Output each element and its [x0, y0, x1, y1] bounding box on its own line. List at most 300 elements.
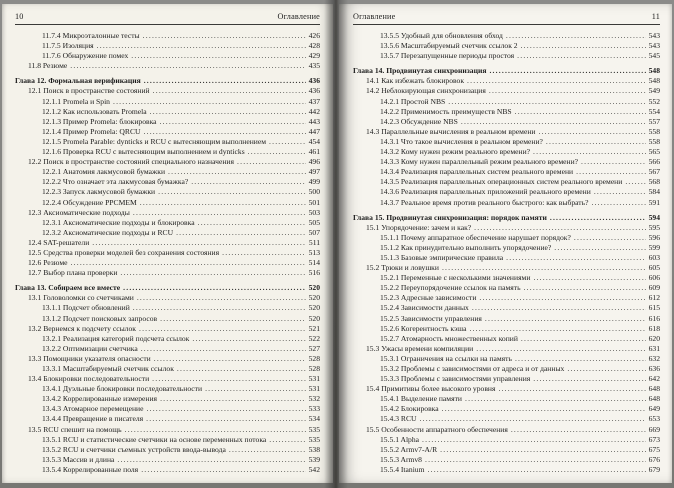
toc-entry-page: 676 — [648, 454, 660, 464]
dot-leader — [120, 268, 305, 278]
toc-entry-label: 15.3.3 Проблемы с зависимостями управления — [380, 374, 531, 384]
toc-entry-label: 13.4.2 Коррелированные измерения — [42, 394, 158, 404]
toc-entry-row — [353, 167, 660, 177]
toc-entry-page: 565 — [648, 147, 660, 157]
toc-entry-row — [15, 86, 320, 96]
dot-leader — [168, 167, 306, 177]
toc-entry-label: 15.3.1 Ограничения на ссылки на память — [380, 353, 512, 363]
toc-entry-row — [353, 334, 660, 344]
toc-chapter-row — [353, 66, 660, 76]
toc-chapter-row — [15, 76, 320, 86]
toc-entry-label: 14.2.3 Обсуждение NBS — [380, 116, 458, 126]
toc-entry-row — [353, 303, 660, 313]
dot-leader — [131, 51, 305, 61]
toc-entry-page: 503 — [308, 207, 320, 217]
toc-entry-page: 436 — [308, 76, 320, 86]
toc-entry-label: 15.5.4 Itanium — [380, 464, 425, 474]
toc-entry-row — [15, 425, 320, 435]
toc-entry-row — [15, 258, 320, 268]
toc-entry-page: 521 — [308, 323, 320, 333]
toc-entry-label: Глава 13. Собираем все вместе — [15, 283, 121, 293]
toc-entry-label: 13.4.4 Превращение в писателя — [42, 414, 144, 424]
toc-entry-row — [15, 314, 320, 324]
toc-entry-page: 532 — [308, 394, 320, 404]
toc-entry-label: 14.3.7 Реальное время против реального быстрого: как выбрать? — [380, 197, 589, 207]
toc-entry-row — [353, 107, 660, 117]
toc-entry-label: 15.4 Примитивы более высокого уровня — [366, 384, 496, 394]
toc-entry-page: 513 — [308, 247, 320, 257]
toc-entry-row — [15, 238, 320, 248]
toc-entry-label: 13.3.1 Масштабируемый счетчик ссылок — [42, 364, 174, 373]
toc-entry-label: 12.1 Поиск в пространстве состояний — [28, 86, 150, 96]
toc-entry-label: 15.3.2 Проблемы с зависимостями от адреса и от данных — [380, 364, 565, 373]
toc-entry-page: 428 — [308, 41, 320, 51]
dot-leader — [574, 233, 646, 243]
toc-entry-row — [353, 147, 660, 157]
toc-entry-label: 12.2.2 Что означает эта лакмусовая бумажка? — [42, 177, 189, 187]
toc-entry-page: 549 — [648, 86, 660, 96]
toc-entry-page: 533 — [308, 404, 320, 414]
toc-entry-page: 538 — [308, 444, 320, 454]
toc-entry-label: 14.3.2 Кому нужен режим реального времени? — [380, 147, 531, 157]
toc-entry-row — [353, 283, 660, 293]
toc-entry-page: 443 — [308, 116, 320, 126]
toc-entry-label: Глава 15. Продвинутая синхронизация: порядок памяти — [353, 212, 547, 222]
dot-leader — [448, 97, 645, 107]
toc-entry-label: 12.7 Выбор плана проверки — [28, 268, 118, 278]
page-header-left — [15, 12, 320, 25]
page-header-right — [353, 12, 660, 25]
toc-entry-row — [353, 253, 660, 263]
toc-entry-row — [15, 177, 320, 187]
dot-leader — [521, 41, 646, 51]
toc-entry-page: 609 — [648, 283, 660, 293]
toc-entry-row — [353, 435, 660, 445]
toc-entry-label: 13.5.4 Коррелированные поля — [42, 464, 139, 474]
toc-list-left — [15, 31, 320, 475]
dot-leader — [229, 445, 306, 455]
toc-entry-page: 552 — [648, 96, 660, 106]
toc-entry-row — [15, 268, 320, 278]
toc-entry-page: 516 — [308, 268, 320, 278]
toc-entry-page: 669 — [648, 424, 660, 434]
toc-entry-page: 507 — [308, 227, 320, 237]
dot-leader — [97, 41, 306, 51]
toc-entry-page: 531 — [308, 384, 320, 394]
toc-entry-label: 12.2.3 Запуск лакмусовой бумажки — [42, 187, 156, 197]
toc-entry-row — [353, 117, 660, 127]
dot-leader — [467, 76, 646, 86]
toc-entry-label: 12.4 SAT-решатели — [28, 237, 90, 247]
dot-leader — [425, 455, 646, 465]
toc-entry-page: 584 — [648, 187, 660, 197]
toc-entry-label: 11.7.4 Микроэталонные тесты — [42, 31, 140, 40]
toc-entry-label: 15.4.1 Выделение памяти — [380, 394, 462, 404]
toc-entry-page: 648 — [648, 384, 660, 394]
toc-entry-row — [15, 354, 320, 364]
toc-entry-row — [15, 404, 320, 414]
dot-leader — [146, 414, 305, 424]
toc-entry-page: 594 — [648, 212, 660, 222]
dot-leader — [117, 455, 305, 465]
dot-leader — [150, 107, 306, 117]
toc-entry-label: 15.3 Ужасы времени компиляции — [366, 343, 474, 353]
toc-entry-row — [353, 465, 660, 475]
toc-entry-label: 12.1.2 Как использовать Promela — [42, 106, 147, 116]
toc-entry-page: 679 — [648, 464, 660, 474]
dot-leader — [222, 248, 305, 258]
toc-entry-page: 454 — [308, 136, 320, 146]
toc-entry-page: 511 — [308, 237, 320, 247]
toc-entry-label: Глава 14. Продвинутая синхронизация — [353, 66, 487, 76]
dot-leader — [515, 354, 646, 364]
dot-leader — [160, 394, 306, 404]
toc-entry-row — [353, 137, 660, 147]
toc-entry-row — [15, 187, 320, 197]
toc-entry-label: 12.3 Аксиоматические подходы — [28, 207, 130, 217]
dot-leader — [70, 61, 305, 71]
toc-entry-page: 426 — [308, 31, 320, 40]
toc-entry-page: 527 — [308, 343, 320, 353]
toc-entry-page: 568 — [648, 177, 660, 187]
toc-entry-row — [353, 41, 660, 51]
toc-entry-row — [353, 223, 660, 233]
toc-entry-label: 13.3 Помощники указателя опасности — [28, 353, 151, 363]
toc-entry-row — [15, 107, 320, 117]
toc-entry-row — [15, 127, 320, 137]
dot-leader — [567, 364, 645, 374]
toc-entry-label: 15.4.3 RCU — [380, 414, 417, 424]
toc-entry-page: 520 — [308, 293, 320, 303]
toc-entry-row — [15, 384, 320, 394]
toc-entry-label: 12.1.5 Promela Parable: dynticks и RCU с вытесняющим выполнением — [42, 136, 266, 146]
dot-leader — [554, 243, 645, 253]
toc-entry-label: 15.5.3 Armv8 — [380, 454, 422, 464]
toc-entry-label: 11.7.5 Изоляция — [42, 41, 94, 51]
toc-entry-page: 501 — [308, 197, 320, 207]
toc-entry-label: 15.2.2 Переупорядочение ссылок на память — [380, 283, 521, 293]
toc-entry-page: 620 — [648, 333, 660, 343]
dot-leader — [420, 414, 646, 424]
toc-entry-row — [353, 127, 660, 137]
toc-entry-row — [353, 51, 660, 61]
toc-entry-row — [15, 228, 320, 238]
toc-entry-label: 14.3.3 Кому нужен параллельный режим реального времени? — [380, 157, 579, 167]
toc-entry-row — [15, 97, 320, 107]
toc-entry-row — [353, 455, 660, 465]
toc-entry-label: 11.7.6 Обнаружение помех — [42, 51, 129, 61]
dot-leader — [533, 147, 646, 157]
dot-leader — [479, 293, 645, 303]
toc-entry-label: 15.1.3 Базовые эмпирические правила — [380, 252, 504, 262]
running-header-right: Оглавление — [353, 12, 396, 21]
dot-leader — [192, 334, 305, 344]
toc-entry-label: 12.2.1 Анатомия лакмусовой бумажки — [42, 167, 166, 177]
dot-leader — [591, 198, 645, 208]
toc-chapter-row — [353, 213, 660, 223]
dot-leader — [474, 223, 645, 233]
toc-entry-page: 520 — [308, 303, 320, 313]
toc-entry-label: 12.2.4 Обсуждение PPCMEM — [42, 197, 137, 207]
toc-entry-page: 618 — [648, 323, 660, 333]
toc-entry-row — [353, 324, 660, 334]
dot-leader — [538, 127, 645, 137]
dot-leader — [133, 303, 306, 313]
dot-leader — [237, 157, 306, 167]
dot-leader — [125, 425, 306, 435]
toc-entry-label: 13.5.6 Масштабируемый счетчик ссылок 2 — [380, 41, 518, 51]
dot-leader — [248, 147, 306, 157]
dot-leader — [489, 86, 646, 96]
toc-entry-page: 505 — [308, 217, 320, 227]
dot-leader — [469, 324, 645, 334]
toc-entry-row — [15, 218, 320, 228]
dot-leader — [141, 465, 305, 475]
toc-entry-label: 13.5.7 Перезапущенные периоды простоя — [380, 51, 515, 61]
toc-entry-row — [15, 455, 320, 465]
dot-leader — [498, 384, 645, 394]
toc-entry-label: 15.5.1 Alpha — [380, 434, 420, 444]
toc-entry-row — [15, 137, 320, 147]
toc-entry-label: 15.5.2 Armv7-A/R — [380, 444, 438, 454]
dot-leader — [489, 66, 645, 76]
dot-leader — [123, 283, 305, 293]
dot-leader — [485, 314, 646, 324]
toc-entry-row — [15, 344, 320, 354]
toc-entry-page: 616 — [648, 313, 660, 323]
toc-entry-page: 429 — [308, 51, 320, 61]
toc-entry-page: 554 — [648, 106, 660, 116]
dot-leader — [515, 107, 646, 117]
toc-entry-page: 535 — [308, 434, 320, 444]
toc-entry-row — [15, 147, 320, 157]
toc-entry-label: 15.2.6 Когерентность кэша — [380, 323, 467, 333]
dot-leader — [144, 76, 306, 86]
dot-leader — [133, 208, 306, 218]
toc-list-right — [353, 31, 660, 475]
toc-entry-page: 534 — [308, 414, 320, 424]
dot-leader — [461, 117, 646, 127]
toc-entry-label: 15.1.2 Как принудительно выполнить упорядочение? — [380, 242, 552, 252]
toc-entry-page: 548 — [648, 66, 660, 76]
toc-entry-label: 12.1.4 Пример Promela: QRCU — [42, 126, 141, 136]
toc-entry-page: 435 — [308, 61, 320, 71]
toc-entry-page: 558 — [648, 136, 660, 146]
toc-entry-page: 539 — [308, 454, 320, 464]
toc-entry-page: 649 — [648, 404, 660, 414]
dot-leader — [428, 465, 646, 475]
toc-entry-label: 13.5.5 Удобный для обновления обход — [380, 31, 503, 40]
toc-entry-row — [353, 273, 660, 283]
toc-entry-page: 605 — [648, 263, 660, 273]
dot-leader — [92, 238, 306, 248]
toc-entry-page: 543 — [648, 31, 660, 40]
toc-entry-label: 14.3 Параллельные вычисления в реальном времени — [366, 126, 536, 136]
toc-entry-row — [353, 76, 660, 86]
dot-leader — [442, 404, 646, 414]
dot-leader — [625, 177, 645, 187]
toc-entry-page: 514 — [308, 258, 320, 268]
toc-entry-label: Глава 12. Формальная верификация — [15, 76, 141, 86]
dot-leader — [139, 324, 306, 334]
toc-entry-row — [15, 117, 320, 127]
dot-leader — [176, 228, 306, 238]
toc-entry-page: 543 — [648, 41, 660, 51]
dot-leader — [442, 263, 646, 273]
toc-entry-label: 14.2.1 Простой NBS — [380, 96, 446, 106]
dot-leader — [153, 86, 306, 96]
toc-entry-label: 13.5.3 Массив и длина — [42, 454, 115, 464]
toc-entry-label: 15.4.2 Блокировка — [380, 404, 439, 414]
toc-entry-label: 15.5 Особенности аппаратного обеспечения — [366, 424, 508, 434]
toc-entry-row — [15, 208, 320, 218]
toc-entry-page: 596 — [648, 232, 660, 242]
toc-entry-page: 520 — [308, 313, 320, 323]
toc-entry-label: 15.2.3 Адресные зависимости — [380, 293, 477, 303]
toc-entry-label: 13.2 Вернемся к подсчету ссылок — [28, 323, 136, 333]
toc-entry-label: 12.1.6 Проверка RCU с вытесняющим выполнением и dynticks — [42, 147, 245, 157]
toc-entry-page: 520 — [308, 283, 320, 293]
toc-entry-label: 13.5.1 RCU и статистические счетчики на основе переменных потока — [42, 434, 267, 444]
toc-entry-page: 437 — [308, 96, 320, 106]
toc-entry-label: 14.3.4 Реализация параллельных систем реального времени — [380, 167, 574, 177]
toc-entry-row — [15, 334, 320, 344]
toc-entry-page: 599 — [648, 242, 660, 252]
toc-entry-label: 14.3.1 Что такое вычисления в реальном времени? — [380, 136, 543, 146]
dot-leader — [160, 314, 306, 324]
dot-leader — [465, 394, 646, 404]
dot-leader — [533, 273, 645, 283]
toc-entry-page: 632 — [648, 353, 660, 363]
dot-leader — [422, 435, 646, 445]
toc-entry-row — [353, 97, 660, 107]
toc-entry-row — [353, 394, 660, 404]
toc-entry-label: 12.1.1 Promela и Spin — [42, 96, 110, 106]
toc-entry-page: 557 — [648, 116, 660, 126]
toc-entry-label: 13.2.2 Оптимизации счетчика — [42, 343, 138, 353]
toc-entry-row — [353, 445, 660, 455]
toc-entry-page: 522 — [308, 333, 320, 343]
toc-entry-page: 648 — [648, 394, 660, 404]
toc-entry-label: 15.2 Трюки и ловушки — [366, 263, 439, 273]
toc-entry-label: 15.2.1 Переменные с несколькими значениями — [380, 273, 531, 283]
toc-entry-row — [353, 243, 660, 253]
dot-leader — [152, 374, 305, 384]
toc-entry-label: 11.8 Резюме — [28, 61, 68, 71]
dot-leader — [511, 425, 646, 435]
toc-entry-page: 631 — [648, 343, 660, 353]
toc-entry-row — [15, 324, 320, 334]
toc-entry-page: 566 — [648, 157, 660, 167]
toc-entry-page: 595 — [648, 222, 660, 232]
toc-entry-row — [15, 303, 320, 313]
toc-entry-label: 13.4.3 Атомарное перемещение — [42, 404, 144, 414]
toc-entry-label: 14.1 Как избежать блокировок — [366, 76, 465, 86]
toc-entry-page: 653 — [648, 414, 660, 424]
dot-leader — [594, 187, 646, 197]
toc-entry-page: 496 — [308, 157, 320, 167]
toc-entry-page: 542 — [308, 464, 320, 474]
dot-leader — [158, 187, 306, 197]
dot-leader — [506, 31, 646, 41]
toc-entry-label: 15.2.4 Зависимости данных — [380, 303, 469, 313]
toc-entry-row — [15, 248, 320, 258]
dot-leader — [140, 198, 306, 208]
toc-entry-label: 12.2 Поиск в пространстве состояний специального назначения — [28, 157, 234, 167]
dot-leader — [476, 344, 645, 354]
dot-leader — [71, 258, 306, 268]
dot-leader — [160, 117, 306, 127]
toc-entry-label: 12.3.1 Аксиоматические подходы и блокировка — [42, 217, 195, 227]
toc-entry-row — [15, 41, 320, 51]
toc-entry-label: 12.6 Резюме — [28, 258, 68, 268]
toc-entry-page: 436 — [308, 86, 320, 96]
toc-entry-label: 12.1.3 Пример Promela: блокировка — [42, 116, 157, 126]
toc-entry-row — [15, 61, 320, 71]
dot-leader — [198, 218, 306, 228]
toc-entry-page: 636 — [648, 364, 660, 373]
toc-entry-page: 558 — [648, 126, 660, 136]
dot-leader — [269, 435, 305, 445]
dot-leader — [550, 213, 646, 223]
toc-entry-row — [15, 51, 320, 61]
page-number-right: 11 — [651, 12, 660, 21]
dot-leader — [113, 97, 306, 107]
dot-leader — [546, 137, 646, 147]
dot-leader — [472, 303, 646, 313]
toc-entry-row — [353, 187, 660, 197]
toc-entry-label: 13.2.1 Реализация категорий подсчета ссылок — [42, 333, 190, 343]
toc-entry-page: 500 — [308, 187, 320, 197]
dot-leader — [137, 293, 306, 303]
toc-entry-label: 13.5.2 RCU и счетчики съемных устройств ввода-вывода — [42, 444, 226, 454]
toc-entry-page: 673 — [648, 434, 660, 444]
toc-entry-row — [15, 374, 320, 384]
dot-leader — [524, 283, 646, 293]
dot-leader — [147, 404, 306, 414]
toc-entry-row — [353, 384, 660, 394]
toc-entry-label: 15.1.1 Почему аппаратное обеспечение нарушает порядок? — [380, 232, 571, 242]
toc-entry-row — [353, 263, 660, 273]
toc-entry-label: 13.5 RCU спешит на помощь — [28, 424, 122, 434]
toc-entry-label: 14.3.5 Реализация параллельных операционных систем реального времени — [380, 177, 623, 187]
dot-leader — [533, 374, 645, 384]
toc-entry-page: 545 — [648, 51, 660, 61]
toc-entry-row — [353, 374, 660, 384]
toc-entry-row — [15, 394, 320, 404]
toc-entry-page: 461 — [308, 147, 320, 157]
toc-entry-label: 13.1 Головоломки со счетчиками — [28, 293, 134, 303]
toc-entry-page: 497 — [308, 167, 320, 177]
toc-entry-label: 13.4 Блокировки последовательности — [28, 374, 150, 384]
toc-entry-row — [353, 233, 660, 243]
toc-entry-row — [353, 157, 660, 167]
toc-entry-row — [15, 364, 320, 374]
toc-entry-row — [353, 177, 660, 187]
toc-entry-row — [353, 344, 660, 354]
toc-entry-row — [15, 435, 320, 445]
toc-entry-row — [353, 354, 660, 364]
dot-leader — [143, 31, 306, 41]
toc-entry-row — [353, 414, 660, 424]
toc-entry-page: 612 — [648, 293, 660, 303]
toc-entry-label: 13.4.1 Дуэльные блокировки последовательности — [42, 384, 203, 394]
toc-entry-page: 675 — [648, 444, 660, 454]
toc-entry-label: 15.1 Упорядочение: зачем и как? — [366, 222, 472, 232]
toc-entry-row — [15, 445, 320, 455]
toc-entry-label: 14.3.6 Реализация параллельных приложений реального времени — [380, 187, 591, 197]
dot-leader — [521, 334, 646, 344]
